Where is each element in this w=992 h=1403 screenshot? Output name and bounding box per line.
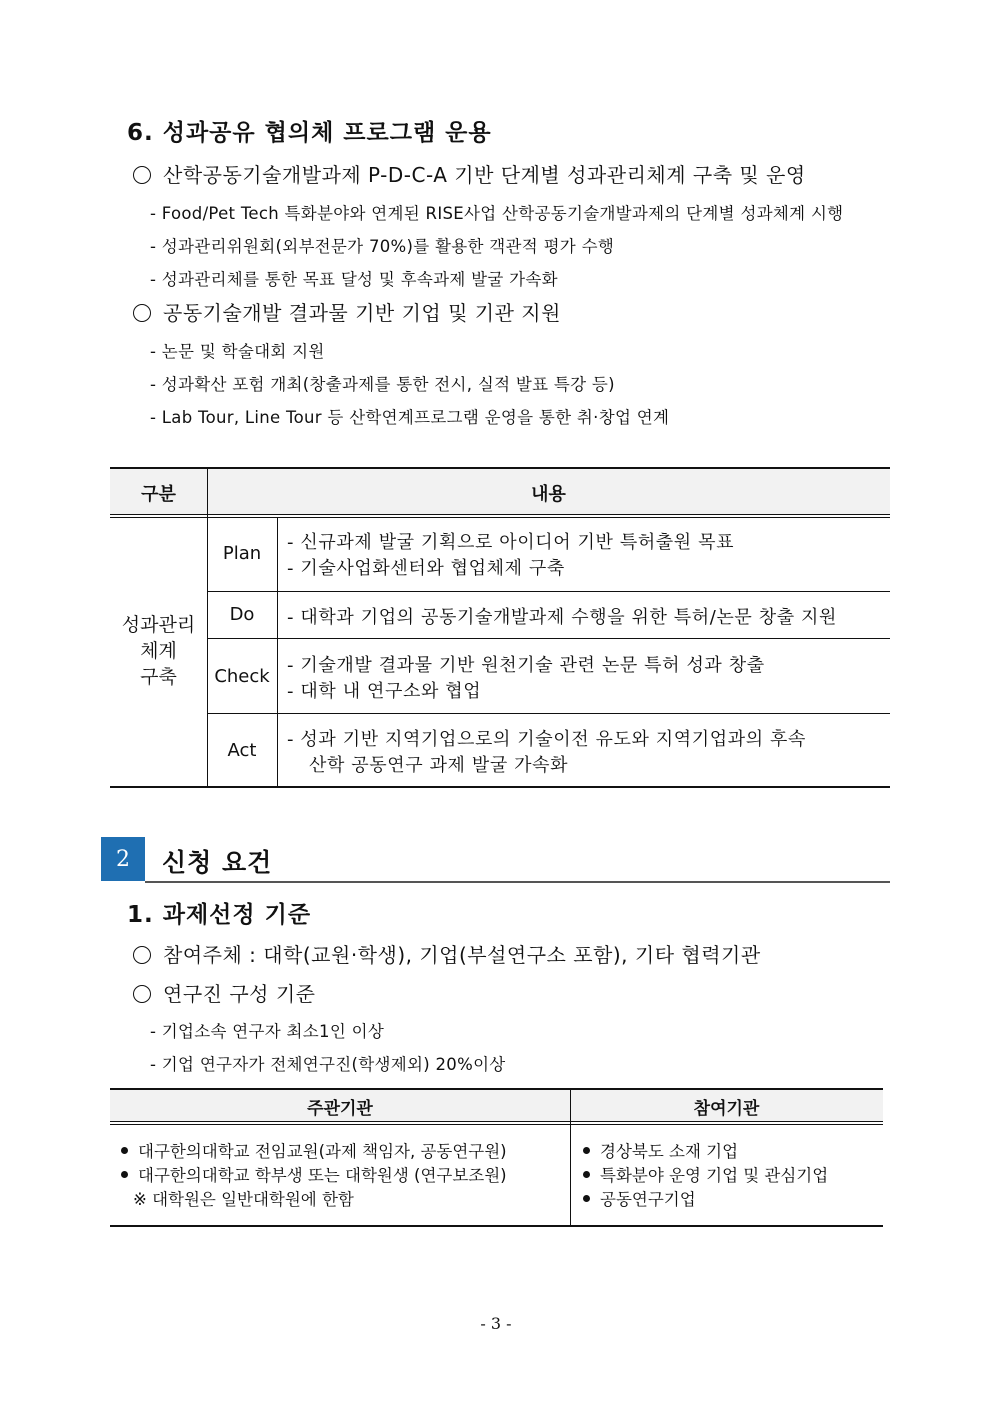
section-6-title: 6. 성과공유 협의체 프로그램 운용	[127, 120, 492, 146]
circle-bullet-icon	[133, 985, 151, 1003]
header-rule	[110, 514, 890, 515]
circle-item-participants	[133, 939, 761, 968]
stage-do: Do	[229, 604, 255, 625]
table-bottom-rule	[110, 1225, 883, 1227]
part-item-text: 공동연구기업	[600, 1190, 696, 1209]
bullet-dot-icon	[121, 1147, 128, 1154]
circle-bullet-icon	[133, 946, 151, 964]
circle-item-pdca	[133, 159, 806, 188]
check-line: - 기술개발 결과물 기반 원천기술 관련 논문 특허 성과 창출	[287, 655, 765, 676]
header-rule	[110, 1124, 883, 1125]
dash-item: - Lab Tour, Line Tour 등 산학연계프로그램 운영을 통한 취·창업 연계	[150, 408, 670, 427]
row-divider	[207, 713, 890, 714]
circle-item-researchers	[133, 978, 315, 1007]
part-item	[583, 1138, 738, 1162]
main-item-text: 대구한의대학교 학부생 또는 대학원생 (연구보조원)	[138, 1166, 507, 1185]
category-cell	[110, 612, 207, 690]
header-main-institution: 주관기관	[307, 1099, 373, 1119]
do-line: - 대학과 기업의 공동기술개발과제 수행을 위한 특허/논문 창출 지원	[287, 607, 838, 628]
row-divider	[207, 591, 890, 592]
dash-item: - 기업소속 연구자 최소1인 이상	[150, 1022, 385, 1041]
circle-item-text: 연구진 구성 기준	[163, 982, 316, 1006]
dash-item: - 성과관리위원회(외부전문가 70%)를 활용한 객관적 평가 수행	[150, 237, 615, 256]
check-line: - 대학 내 연구소와 협업	[287, 681, 482, 702]
dash-item: - 성과확산 포험 개최(창출과제를 통한 전시, 실적 발표 특강 등)	[150, 375, 615, 394]
bullet-dot-icon	[583, 1171, 590, 1178]
circle-item-text: 참여주체 : 대학(교원·학생), 기업(부설연구소 포함), 기타 협력기관	[163, 943, 761, 967]
act-line: - 성과 기반 지역기업으로의 기술이전 유도와 지역기업과의 후속	[287, 729, 807, 750]
bullet-dot-icon	[583, 1147, 590, 1154]
part-item	[583, 1162, 828, 1186]
circle-item-text: 공동기술개발 결과물 기반 기업 및 기관 지원	[163, 301, 561, 325]
dash-item: - 성과관리체를 통한 목표 달성 및 후속과제 발굴 가속화	[150, 270, 558, 289]
part-item	[583, 1186, 696, 1210]
section-underline	[145, 881, 890, 883]
header-category: 구분	[141, 484, 176, 505]
stage-plan: Plan	[222, 543, 262, 564]
main-item	[121, 1162, 507, 1186]
bullet-dot-icon	[121, 1171, 128, 1178]
header-rule	[110, 517, 890, 518]
circle-bullet-icon	[133, 166, 151, 184]
dash-item: - 기업 연구자가 전체연구진(학생제외) 20%이상	[150, 1055, 506, 1074]
plan-line: - 기술사업화센터와 협업체제 구축	[287, 558, 565, 579]
stage-check: Check	[214, 666, 270, 687]
act-line: 산학 공동연구 과제 발굴 가속화	[309, 755, 569, 776]
section-2-title: 신청 요건	[162, 848, 273, 877]
header-content: 내용	[531, 484, 566, 505]
header-rule	[110, 1121, 883, 1122]
dash-item: - 논문 및 학술대회 지원	[150, 342, 325, 361]
part-item-text: 특화분야 운영 기업 및 관심기업	[600, 1166, 829, 1185]
circle-item-text: 산학공동기술개발과제 P-D-C-A 기반 단계별 성과관리체계 구축 및 운영	[163, 163, 806, 187]
subsection-title: 1. 과제선정 기준	[127, 902, 312, 928]
table-top-rule	[110, 467, 890, 469]
main-note: ※ 대학원은 일반대학원에 한함	[133, 1190, 354, 1209]
section-number-badge: 2	[101, 837, 145, 881]
circle-bullet-icon	[133, 304, 151, 322]
part-item-text: 경상북도 소재 기업	[600, 1142, 739, 1161]
page-number: - 3 -	[480, 1314, 512, 1333]
col-divider	[207, 468, 208, 786]
main-item-text: 대구한의대학교 전임교원(과제 책임자, 공동연구원)	[138, 1142, 507, 1161]
circle-item-support	[133, 297, 561, 326]
plan-line: - 신규과제 발굴 기획으로 아이디어 기반 특허출원 목표	[287, 532, 735, 553]
table-bottom-rule	[110, 786, 890, 788]
header-participating-institution: 참여기관	[693, 1099, 760, 1119]
dash-item: - Food/Pet Tech 특화분야와 연계된 RISE사업 산학공동기술개발과제의 단계별 성과체계 시행	[150, 204, 844, 223]
main-item	[121, 1138, 507, 1162]
bullet-dot-icon	[583, 1195, 590, 1202]
category-line: 성과관리	[121, 614, 196, 636]
category-line: 체계	[140, 640, 177, 662]
stage-act: Act	[227, 740, 257, 761]
category-line: 구축	[140, 666, 177, 688]
row-divider	[207, 638, 890, 639]
col-divider	[277, 518, 278, 786]
